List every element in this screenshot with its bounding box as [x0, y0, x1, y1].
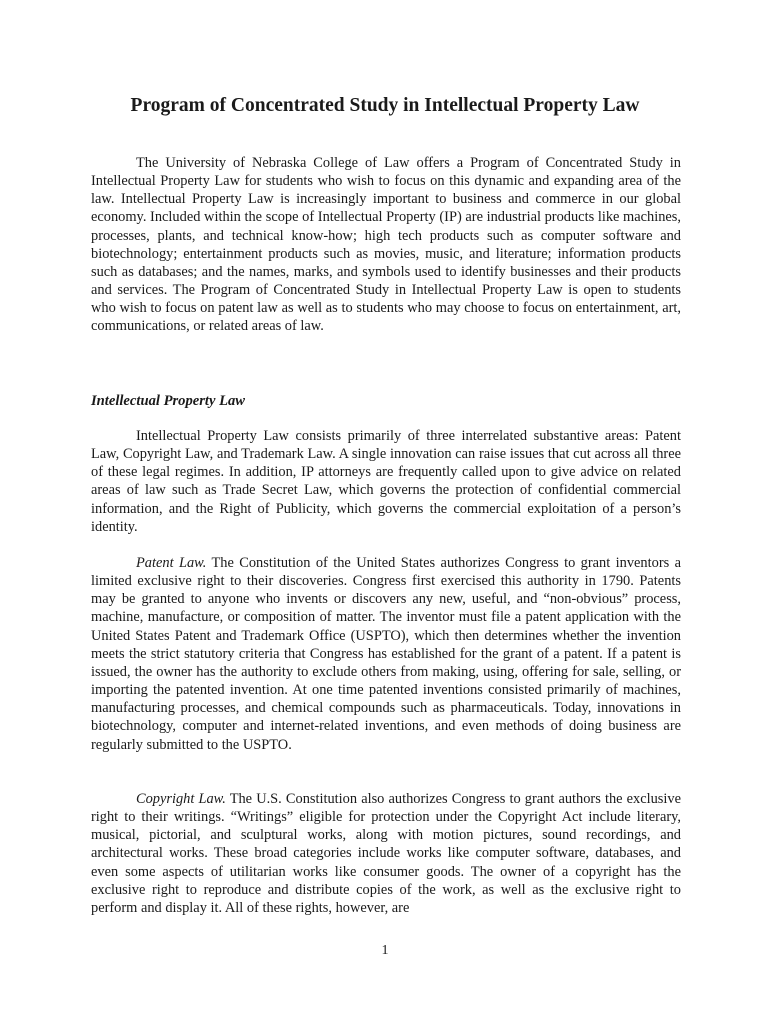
section-heading: Intellectual Property Law	[91, 393, 246, 409]
intro-paragraph: The University of Nebraska College of Law offers a Program of Concentrated Study in Intellectual Property Law for students who wish to focus on this dynamic and expanding area of the law. Intellectual Property Law is increasingly important to business and commerce in our global economy. Included within the scope of Intellectual Property (IP) are industrial products like machines, processes, plants, and technical know-how; high tech products such as computer software and biotechnology; entertainment products such as movies, music, and literature; information products such as databases; and the names, marks, and symbols used to identify businesses and their products and services. The Program of Concentrated Study in Intellectual Property Law is open to students who wish to focus on patent law as well as to students who may choose to focus on entertainment, art, communications, or related areas of law.	[91, 155, 681, 335]
patent-law-text: The Constitution of the United States authorizes Congress to grant inventors a limited exclusive right to their discoveries. Congress first exercised this authority in 1790. Patents may be granted to anyone who invents or discovers any new, useful, and “non-obvious” process, machine, manufacture, or composition of matter. The inventor must file a patent application with the United States Patent and Trademark Office (USPTO), which then determines whether the invention meets the strict statutory criteria that Congress has established for the grant of a patent. If a patent is issued, the owner has the authority to exclude others from making, using, offering for sale, selling, or importing the patented invention. At one time patented inventions consisted primarily of machines, manufacturing processes, and chemical compounds such as pharmaceuticals. Today, innovations in biotechnology, computer and internet-related inventions, and even methods of doing business are regularly submitted to the USPTO.	[91, 555, 682, 753]
page-title: Program of Concentrated Study in Intellectual Property Law	[130, 95, 640, 116]
copyright-law-paragraph	[91, 790, 681, 917]
patent-law-lead: Patent Law.	[136, 555, 207, 571]
section-intro-paragraph: Intellectual Property Law consists primarily of three interrelated substantive areas: Patent Law, Copyright Law, and Trademark Law. A single innovation can raise issues that cut across all three of these legal regimes. In addition, IP attorneys are frequently called upon to give advice on related areas of law such as Trade Secret Law, which governs the protection of confidential commercial information, and the Right of Publicity, which governs the commercial exploitation of a person’s identity.	[91, 428, 681, 535]
page-number: 1	[381, 943, 389, 958]
copyright-law-text: The U.S. Constitution also authorizes Congress to grant authors the exclusive right to their writings. “Writings” eligible for protection under the Copyright Act include literary, musical, pictorial, and sculptural works, along with motion pictures, sound recordings, and architectural works. These broad categories include works like computer software, databases, and even some aspects of utilitarian works like consumer goods. The owner of a copyright has the exclusive right to reproduce and distribute copies of the work, as well as the exclusive right to perform and display it. All of these rights, however, are	[91, 791, 681, 916]
patent-law-paragraph	[91, 554, 681, 754]
copyright-law-lead: Copyright Law.	[136, 791, 226, 807]
